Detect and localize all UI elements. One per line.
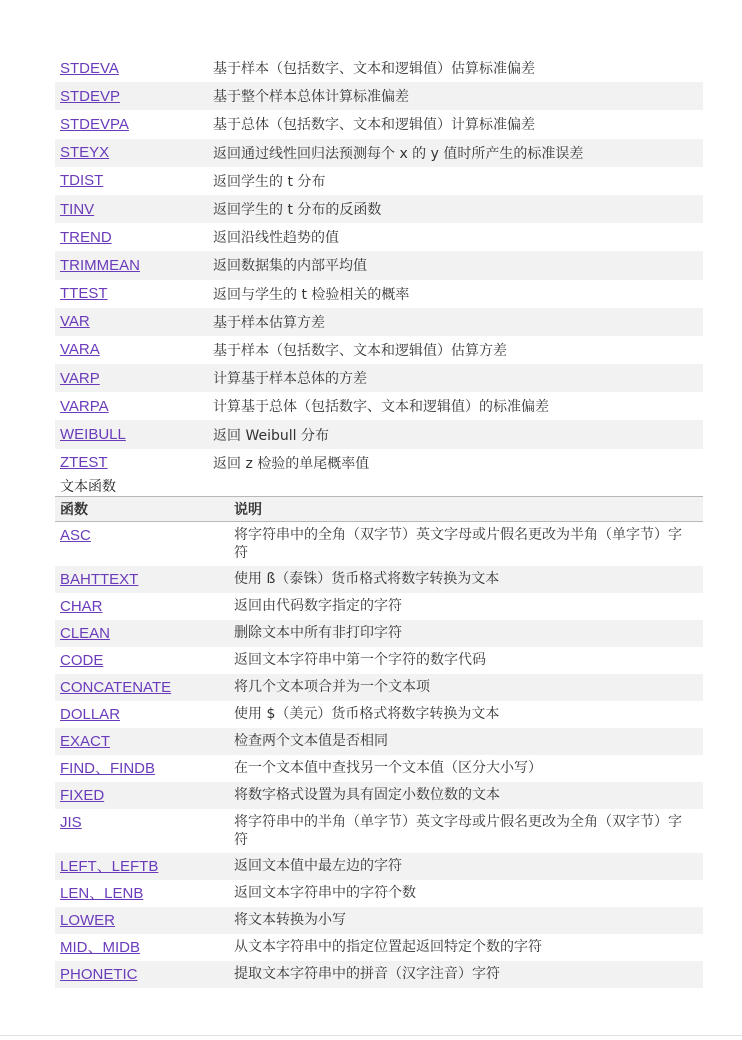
- function-cell: [55, 701, 234, 728]
- column-header-function: 函数: [55, 497, 234, 522]
- function-cell: [55, 110, 210, 138]
- description-cell: 基于总体（包括数字、文本和逻辑值）计算标准偏差: [213, 117, 535, 134]
- description-cell: 返回 z 检验的单尾概率值: [213, 455, 370, 472]
- table-row: [55, 674, 703, 701]
- table-row: [55, 139, 703, 167]
- function-cell: [55, 674, 234, 701]
- description-cell: 使用 ß（泰铢）货币格式将数字转换为文本: [234, 566, 703, 593]
- function-link[interactable]: FIND、FINDB: [60, 760, 155, 777]
- text-functions-body: [55, 522, 703, 989]
- table-row: [55, 701, 703, 728]
- description-cell: 返回 Weibull 分布: [210, 420, 703, 448]
- function-cell: [55, 522, 234, 567]
- function-link[interactable]: CHAR: [60, 598, 103, 615]
- function-link[interactable]: STDEVP: [60, 87, 121, 105]
- function-cell: [55, 907, 234, 934]
- function-cell: [55, 82, 210, 110]
- table-row: [55, 364, 703, 392]
- function-link[interactable]: FIXED: [60, 787, 105, 804]
- text-functions-table: [55, 496, 703, 988]
- description-cell: 使用 $（美元）货币格式将数字转换为文本: [234, 706, 500, 722]
- table-row: [55, 110, 703, 138]
- table-row: [55, 782, 703, 809]
- description-cell: 从文本字符串中的指定位置起返回特定个数的字符: [234, 939, 542, 955]
- function-link[interactable]: CODE: [60, 652, 104, 669]
- function-cell: [55, 449, 210, 477]
- function-link[interactable]: TTEST: [60, 285, 108, 303]
- function-cell: [55, 251, 210, 279]
- description-cell: 提取文本字符串中的拼音（汉字注音）字符: [234, 961, 703, 988]
- function-link[interactable]: CLEAN: [60, 625, 111, 642]
- description-cell: 将数字格式设置为具有固定小数位数的文本: [234, 782, 703, 809]
- page-divider: [0, 1035, 742, 1036]
- description-cell: 返回数据集的内部平均值: [210, 251, 703, 279]
- table-row: [55, 566, 703, 593]
- function-link[interactable]: STDEVPA: [60, 115, 129, 133]
- description-cell: 返回由代码数字指定的字符: [234, 598, 402, 614]
- description-cell: 基于样本（包括数字、文本和逻辑值）估算方差: [213, 342, 507, 359]
- function-cell: [55, 782, 234, 809]
- description-cell: 返回文本值中最左边的字符: [234, 853, 703, 880]
- description-cell: 将字符串中的全角（双字节）英文字母或片假名更改为半角（单字节）字符: [234, 527, 682, 561]
- function-link[interactable]: LOWER: [60, 912, 116, 929]
- function-link[interactable]: LEN、LENB: [60, 885, 144, 902]
- table-row: [55, 82, 703, 110]
- function-link[interactable]: VARA: [60, 341, 100, 359]
- function-cell: [55, 364, 210, 392]
- table-row: [55, 54, 703, 82]
- section-title: 文本函数: [60, 479, 116, 495]
- table-row: [55, 728, 703, 755]
- function-cell: [55, 280, 210, 308]
- description-cell: 返回与学生的 t 检验相关的概率: [213, 286, 410, 303]
- description-cell: 返回学生的 t 分布的反函数: [210, 195, 703, 223]
- function-cell: [55, 809, 234, 853]
- function-link[interactable]: ZTEST: [60, 454, 108, 472]
- function-link[interactable]: VAR: [60, 313, 90, 331]
- function-cell: [55, 755, 234, 782]
- description-cell: 计算基于总体（包括数字、文本和逻辑值）的标准偏差: [213, 399, 549, 416]
- description-cell: 返回学生的 t 分布: [213, 173, 326, 190]
- table-row: [55, 934, 703, 961]
- statistical-functions-table: [55, 54, 703, 477]
- description-cell: 返回文本字符串中的字符个数: [234, 885, 416, 901]
- function-link[interactable]: STDEVA: [60, 59, 119, 77]
- function-cell: [55, 593, 234, 620]
- function-link[interactable]: TINV: [60, 200, 95, 218]
- description-cell: 返回文本字符串中第一个字符的数字代码: [234, 652, 486, 668]
- function-link[interactable]: TDIST: [60, 172, 104, 190]
- table-row: [55, 308, 703, 336]
- description-cell: 删除文本中所有非打印字符: [234, 620, 703, 647]
- description-cell: 计算基于样本总体的方差: [210, 364, 703, 392]
- table-row: [55, 755, 703, 782]
- description-cell: 返回通过线性回归法预测每个 x 的 y 值时所产生的标准误差: [210, 139, 703, 167]
- function-link[interactable]: WEIBULL: [60, 426, 126, 444]
- table-row: [55, 620, 703, 647]
- table-row: [55, 280, 703, 308]
- table-row: [55, 809, 703, 853]
- function-cell: [55, 647, 234, 674]
- function-cell: [55, 195, 210, 223]
- function-link[interactable]: TRIMMEAN: [60, 256, 140, 274]
- table-row: [55, 961, 703, 988]
- function-cell: [55, 167, 210, 195]
- function-link[interactable]: EXACT: [60, 733, 111, 750]
- description-cell: 将字符串中的半角（单字节）英文字母或片假名更改为全角（双字节）字符: [234, 814, 682, 848]
- function-link[interactable]: TREND: [60, 228, 112, 246]
- table-row: [55, 336, 703, 364]
- table-row: [55, 522, 703, 567]
- description-cell: 基于整个样本总体计算标准偏差: [210, 82, 703, 110]
- function-cell: [55, 336, 210, 364]
- statistical-functions-body: [55, 54, 703, 477]
- function-link[interactable]: PHONETIC: [60, 966, 138, 983]
- table-row: [55, 853, 703, 880]
- table-row: [55, 593, 703, 620]
- table-row: [55, 251, 703, 279]
- description-cell: 将文本转换为小写: [234, 907, 703, 934]
- table-header: [55, 497, 703, 522]
- function-cell: [55, 223, 210, 251]
- function-link[interactable]: CONCATENATE: [60, 679, 172, 696]
- function-link[interactable]: VARP: [60, 369, 100, 387]
- function-cell: [55, 392, 210, 420]
- function-cell: [55, 54, 210, 82]
- function-cell: [55, 308, 210, 336]
- function-link[interactable]: STEYX: [60, 144, 110, 162]
- function-cell: [55, 139, 210, 167]
- description-cell: 将几个文本项合并为一个文本项: [234, 674, 703, 701]
- table-row: [55, 420, 703, 448]
- table-row: [55, 907, 703, 934]
- function-cell: [55, 420, 210, 448]
- table-row: [55, 647, 703, 674]
- table-row: [55, 449, 703, 477]
- table-row: [55, 880, 703, 907]
- table-row: [55, 195, 703, 223]
- description-cell: 在一个文本值中查找另一个文本值（区分大小写）: [234, 760, 542, 776]
- table-row: [55, 392, 703, 420]
- column-header-description: 说明: [234, 497, 703, 522]
- function-link[interactable]: JIS: [60, 814, 82, 831]
- function-cell: [55, 961, 234, 988]
- function-cell: [55, 728, 234, 755]
- description-cell: 检查两个文本值是否相同: [234, 728, 703, 755]
- function-cell: [55, 853, 234, 880]
- function-link[interactable]: MID、MIDB: [60, 939, 140, 956]
- function-cell: [55, 934, 234, 961]
- function-link[interactable]: ASC: [60, 527, 91, 544]
- function-cell: [55, 620, 234, 647]
- function-link[interactable]: BAHTTEXT: [60, 571, 139, 588]
- function-cell: [55, 566, 234, 593]
- table-row: [55, 167, 703, 195]
- description-cell: 基于样本估算方差: [210, 308, 703, 336]
- function-link[interactable]: LEFT、LEFTB: [60, 858, 159, 875]
- header-row: [55, 497, 703, 522]
- function-cell: [55, 880, 234, 907]
- function-link[interactable]: VARPA: [60, 397, 109, 415]
- function-link[interactable]: DOLLAR: [60, 706, 121, 723]
- table-row: [55, 223, 703, 251]
- description-cell: 基于样本（包括数字、文本和逻辑值）估算标准偏差: [213, 61, 535, 78]
- description-cell: 返回沿线性趋势的值: [213, 230, 339, 247]
